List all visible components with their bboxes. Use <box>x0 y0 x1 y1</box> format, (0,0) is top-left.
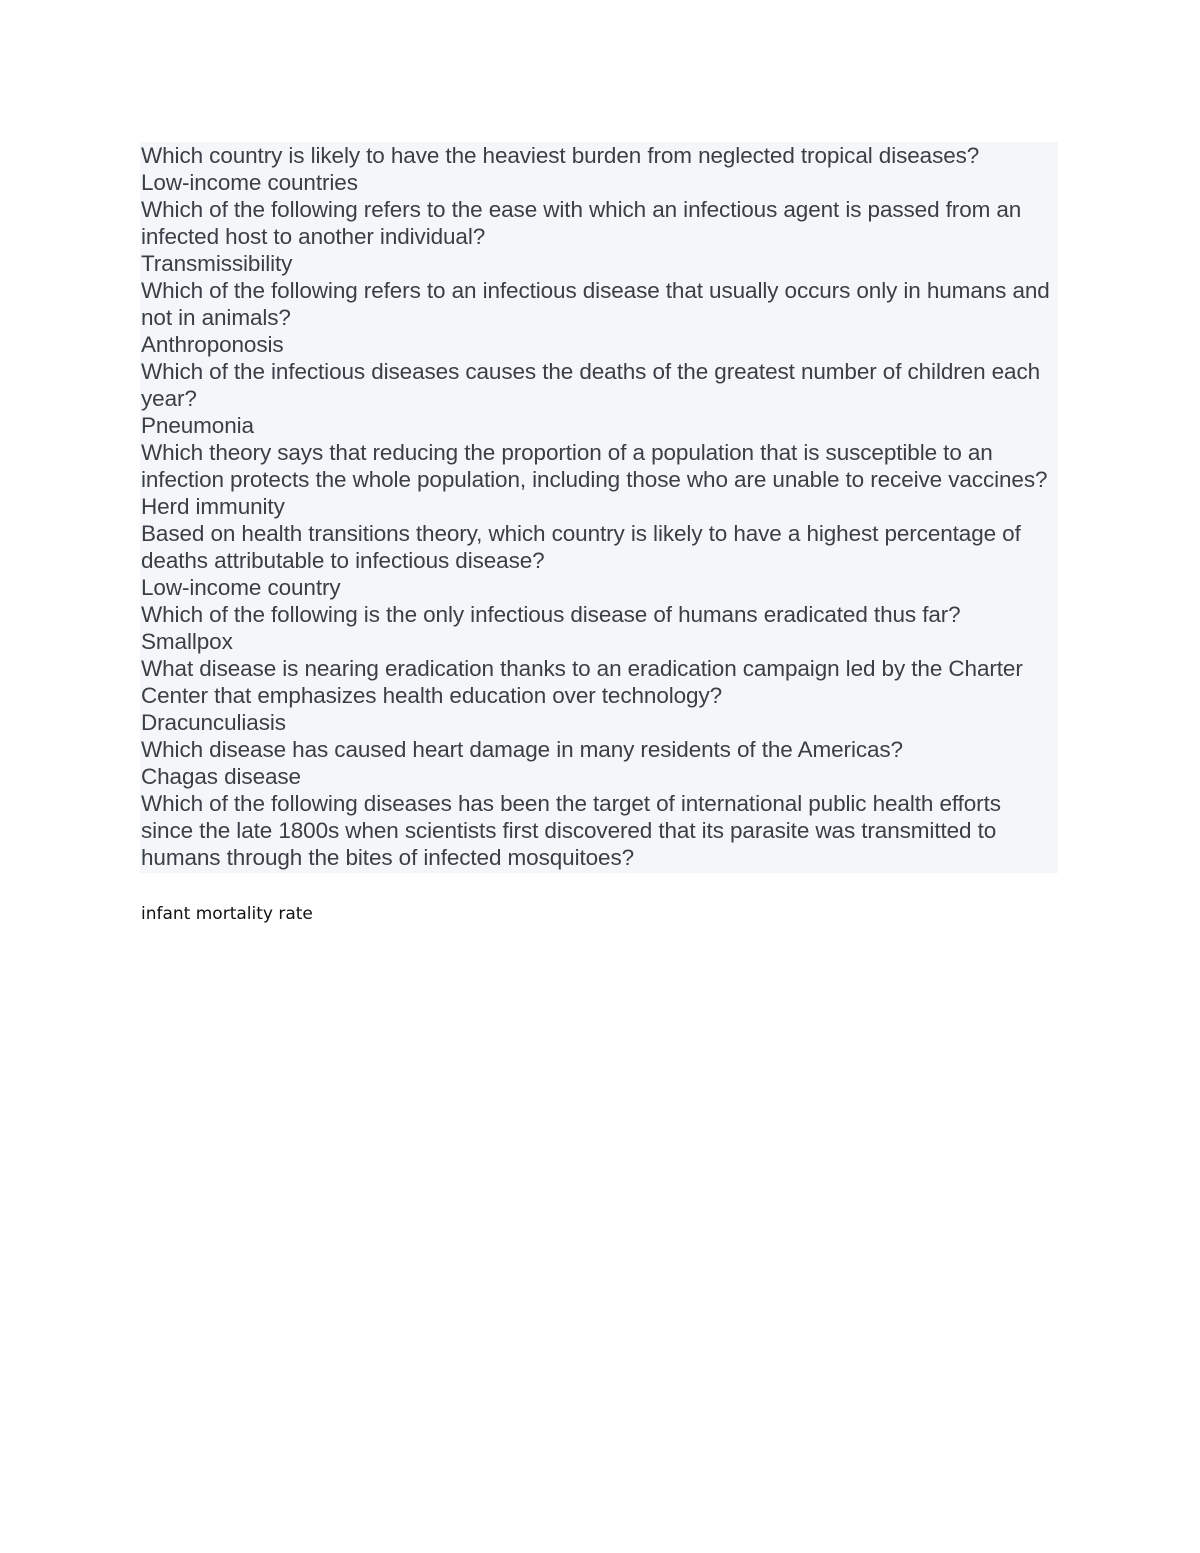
question-4: Which of the infectious diseases causes the deaths of the greatest number of children each year? <box>141 359 1041 411</box>
answer-7: Smallpox <box>141 629 233 654</box>
answer-8: Dracunculiasis <box>141 710 286 735</box>
question-3: Which of the following refers to an infectious disease that usually occurs only in humans and not in animals? <box>141 278 1050 330</box>
answer-6: Low-income country <box>141 575 341 600</box>
question-2: Which of the following refers to the ease with which an infectious agent is passed from an infected host to another individual? <box>141 197 1022 249</box>
answer-1: Low-income countries <box>141 170 358 195</box>
answer-4: Pneumonia <box>141 413 254 438</box>
footer-note: infant mortality rate <box>141 904 313 924</box>
question-9: Which disease has caused heart damage in many residents of the Americas? <box>141 737 903 762</box>
answer-3: Anthroponosis <box>141 332 284 357</box>
answer-9: Chagas disease <box>141 764 301 789</box>
question-5: Which theory says that reducing the proportion of a population that is susceptible to an infection protects the whole population, including those who are unable to receive vaccines? <box>141 440 1048 492</box>
qa-block <box>140 142 1058 873</box>
question-6: Based on health transitions theory, which country is likely to have a highest percentage of deaths attributable to infectious disease? <box>141 521 1021 573</box>
question-7: Which of the following is the only infectious disease of humans eradicated thus far? <box>141 602 961 627</box>
question-10: Which of the following diseases has been the target of international public health efforts since the late 1800s when scientists first discovered that its parasite was transmitted to humans through the bites of infected mosquitoes? <box>141 791 1001 870</box>
question-8: What disease is nearing eradication thanks to an eradication campaign led by the Charter Center that emphasizes health education over technology? <box>141 656 1023 708</box>
answer-5: Herd immunity <box>141 494 285 519</box>
answer-2: Transmissibility <box>141 251 293 276</box>
question-1: Which country is likely to have the heaviest burden from neglected tropical diseases? <box>141 143 980 168</box>
